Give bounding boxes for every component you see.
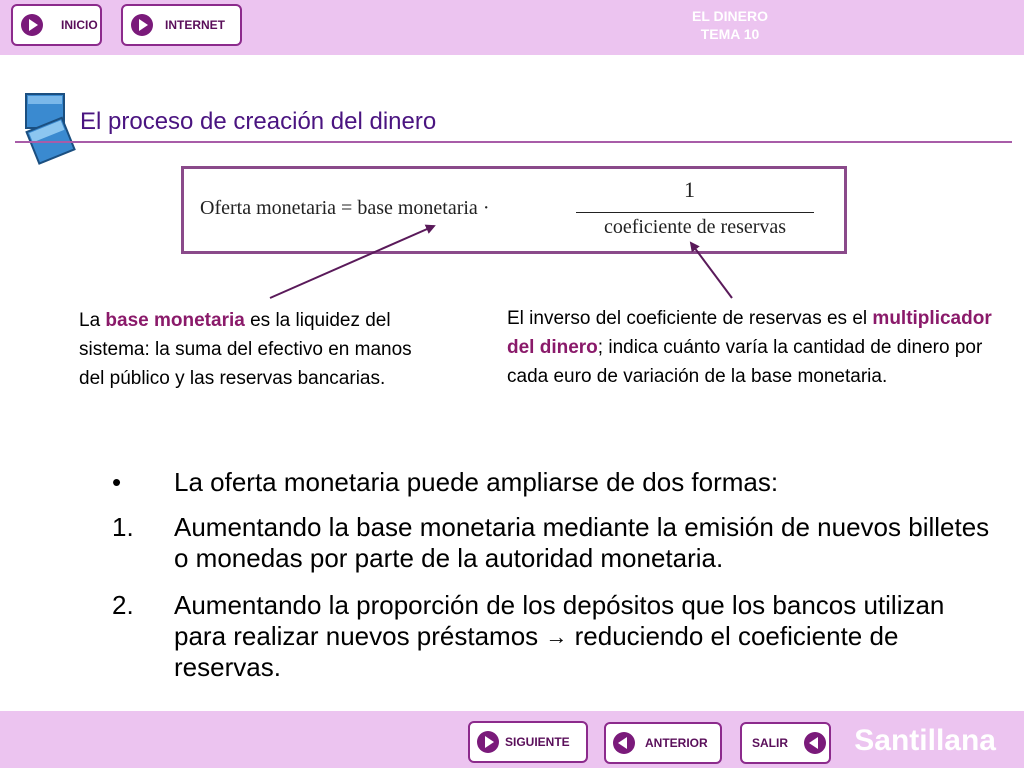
list-item (112, 512, 992, 574)
logo-icon (18, 92, 76, 166)
header-line-1: EL DINERO (692, 8, 768, 24)
list-item (112, 467, 992, 498)
inicio-button[interactable] (11, 4, 102, 46)
formula-denominator: coeficiente de reservas (603, 216, 787, 238)
internet-button[interactable] (121, 4, 242, 46)
bullet-text: La oferta monetaria puede ampliarse de dos formas: (174, 467, 779, 497)
note-left-pre: La (79, 310, 106, 331)
siguiente-button[interactable] (468, 721, 588, 763)
fraction-line (576, 212, 814, 213)
formula-lhs: Oferta monetaria = base monetaria · (200, 197, 490, 219)
internet-label: INTERNET (165, 18, 225, 32)
bullet-mark: • (112, 467, 122, 497)
note-right-highlight: multiplicador del dinero (507, 308, 992, 358)
note-base-monetaria (79, 306, 439, 393)
item-1-mark: 1. (112, 512, 134, 542)
note-multiplicador (507, 304, 997, 391)
salir-button[interactable] (740, 722, 831, 764)
content-list (112, 467, 992, 699)
note-right-post: ; indica cuánto varía la cantidad de dinero por cada euro de variación de la base monetaria. (507, 337, 983, 387)
item-2-pre: Aumentando la proporción de los depósitos que los bancos utilizan para realizar nuevos préstamos (174, 590, 945, 651)
play-right-icon (131, 14, 153, 36)
formula-box (181, 166, 847, 254)
item-1-text: Aumentando la base monetaria mediante la emisión de nuevos billetes o monedas por parte de la autoridad monetaria. (174, 512, 990, 573)
item-2-post: reduciendo el coeficiente de reservas. (174, 621, 899, 682)
play-left-icon (804, 732, 826, 754)
siguiente-label: SIGUIENTE (505, 735, 570, 749)
inicio-label: INICIO (61, 18, 98, 32)
note-right-pre: El inverso del coeficiente de reservas es el (507, 308, 873, 329)
list-item (112, 590, 992, 683)
anterior-button[interactable] (604, 722, 722, 764)
arrow-right-icon: → (545, 624, 568, 649)
play-right-icon (477, 731, 499, 753)
formula-numerator: 1 (684, 177, 695, 202)
play-left-icon (613, 732, 635, 754)
play-right-icon (21, 14, 43, 36)
page-title: El proceso de creación del dinero (80, 108, 437, 135)
item-2-mark: 2. (112, 590, 134, 620)
header-title (650, 7, 810, 43)
anterior-label: ANTERIOR (645, 736, 708, 750)
title-divider (15, 141, 1012, 143)
note-left-highlight: base monetaria (105, 310, 245, 331)
salir-label: SALIR (752, 736, 788, 750)
header-line-2: TEMA 10 (700, 26, 760, 42)
brand-logo: Santillana (854, 724, 996, 757)
note-left-post: es la liquidez del sistema: la suma del efectivo en manos del público y las reservas bancarias. (79, 310, 412, 389)
